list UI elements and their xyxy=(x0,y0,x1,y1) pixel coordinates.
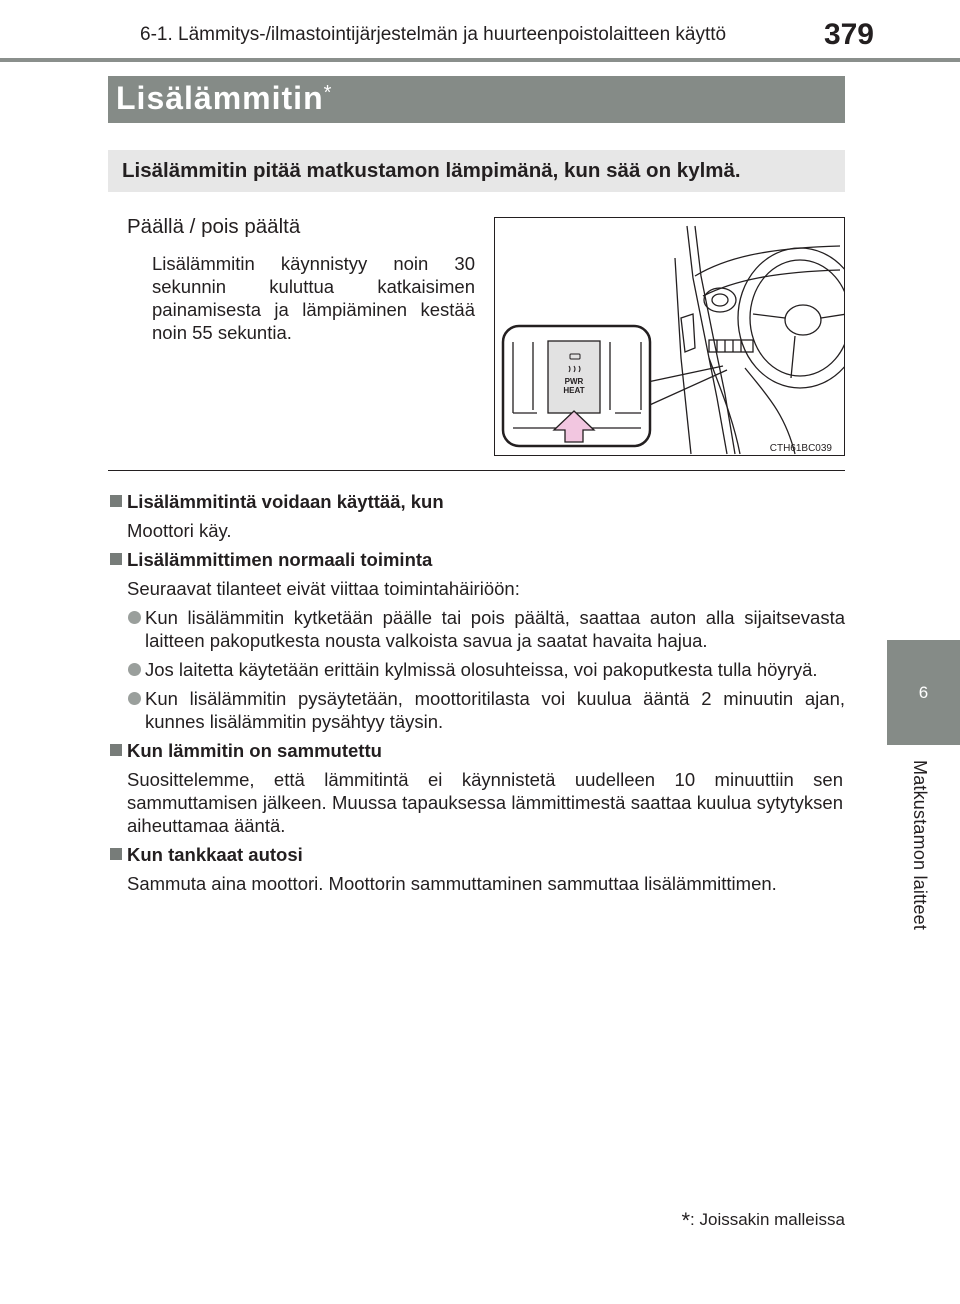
section-text-usage: Moottori käy. xyxy=(127,520,232,541)
section-text-heater-off: Suosittelemme, että lämmitintä ei käynnistetä uudelleen 10 minuuttiin sen sammuttamisen jälkeen. Muussa tapauksessa lämmittimestä saattaa kuulua sytytyksen aiheuttamaa ääntä. xyxy=(127,769,843,836)
onoff-heading: Päällä / pois päältä xyxy=(127,215,301,238)
dashboard-illustration xyxy=(494,217,845,456)
title-bar xyxy=(108,76,845,123)
steering-hub xyxy=(785,305,821,335)
bullet-item: Kun lisälämmitin kytketään päälle tai pois päältä, saattaa auton alla sijaitsevasta laitteen pakoputkesta nousta valkoista savua ja saatat havaita hajua. xyxy=(108,606,845,652)
page-title xyxy=(116,80,332,117)
footnote xyxy=(681,1208,845,1234)
dash-contour-2 xyxy=(703,270,840,296)
section-divider xyxy=(108,470,845,471)
figure-code: CTH61BC039 xyxy=(769,443,832,454)
lead-box xyxy=(108,150,845,192)
title-asterisk: * xyxy=(323,82,333,104)
section-heading-usage: Lisälämmitintä voidaan käyttää, kun xyxy=(108,490,845,513)
footnote-text: : Joissakin malleissa xyxy=(690,1210,845,1229)
chapter-number: 6 xyxy=(918,683,929,702)
section-heading-heater-off: Kun lämmitin on sammutettu xyxy=(108,739,845,762)
section-heading-normal-operation: Lisälämmittimen normaali toiminta xyxy=(108,548,845,571)
header-rule xyxy=(0,58,960,62)
page-title-text: Lisälämmitin xyxy=(116,80,324,116)
body-content xyxy=(108,490,845,901)
bullet-item: Kun lisälämmitin pysäytetään, moottoritilasta voi kuulua ääntä 2 minuutin ajan, kunnes lisälämmitin pysähtyy täysin. xyxy=(108,687,845,733)
section-heading-refuel: Kun tankkaat autosi xyxy=(108,843,845,866)
footnote-asterisk: * xyxy=(681,1208,691,1233)
side-vent xyxy=(681,314,695,352)
dashboard-drawing xyxy=(495,218,845,456)
bullet-item: Jos laitetta käytetään erittäin kylmissä olosuhteissa, voi pakoputkesta tulla höyryä. xyxy=(108,658,845,681)
section-text-refuel: Sammuta aina moottori. Moottorin sammuttaminen sammuttaa lisälämmittimen. xyxy=(127,873,777,894)
chapter-label: Matkustamon laitteet xyxy=(910,760,930,931)
section-text-normal-operation: Seuraavat tilanteet eivät viittaa toimintahäiriöön: xyxy=(127,578,520,599)
steering-wheel-inner xyxy=(750,260,845,376)
chapter-tab xyxy=(887,640,960,745)
gauge-left xyxy=(704,288,736,312)
button-label-heat: HEAT xyxy=(563,386,585,395)
onoff-description: Lisälämmitin käynnistyy noin 30 sekunnin kuluttua katkaisimen painamisesta ja lämpiäminen kestää noin 55 sekuntia. xyxy=(152,253,475,343)
button-label-pwr: PWR xyxy=(564,377,584,386)
lead-text: Lisälämmitin pitää matkustamon lämpimänä, kun sää on kylmä. xyxy=(122,159,741,182)
page-number: 379 xyxy=(823,18,874,51)
header-section-title: 6-1. Lämmitys-/ilmastointijärjestelmän ja huurteenpoistolaitteen käyttö xyxy=(140,24,727,45)
